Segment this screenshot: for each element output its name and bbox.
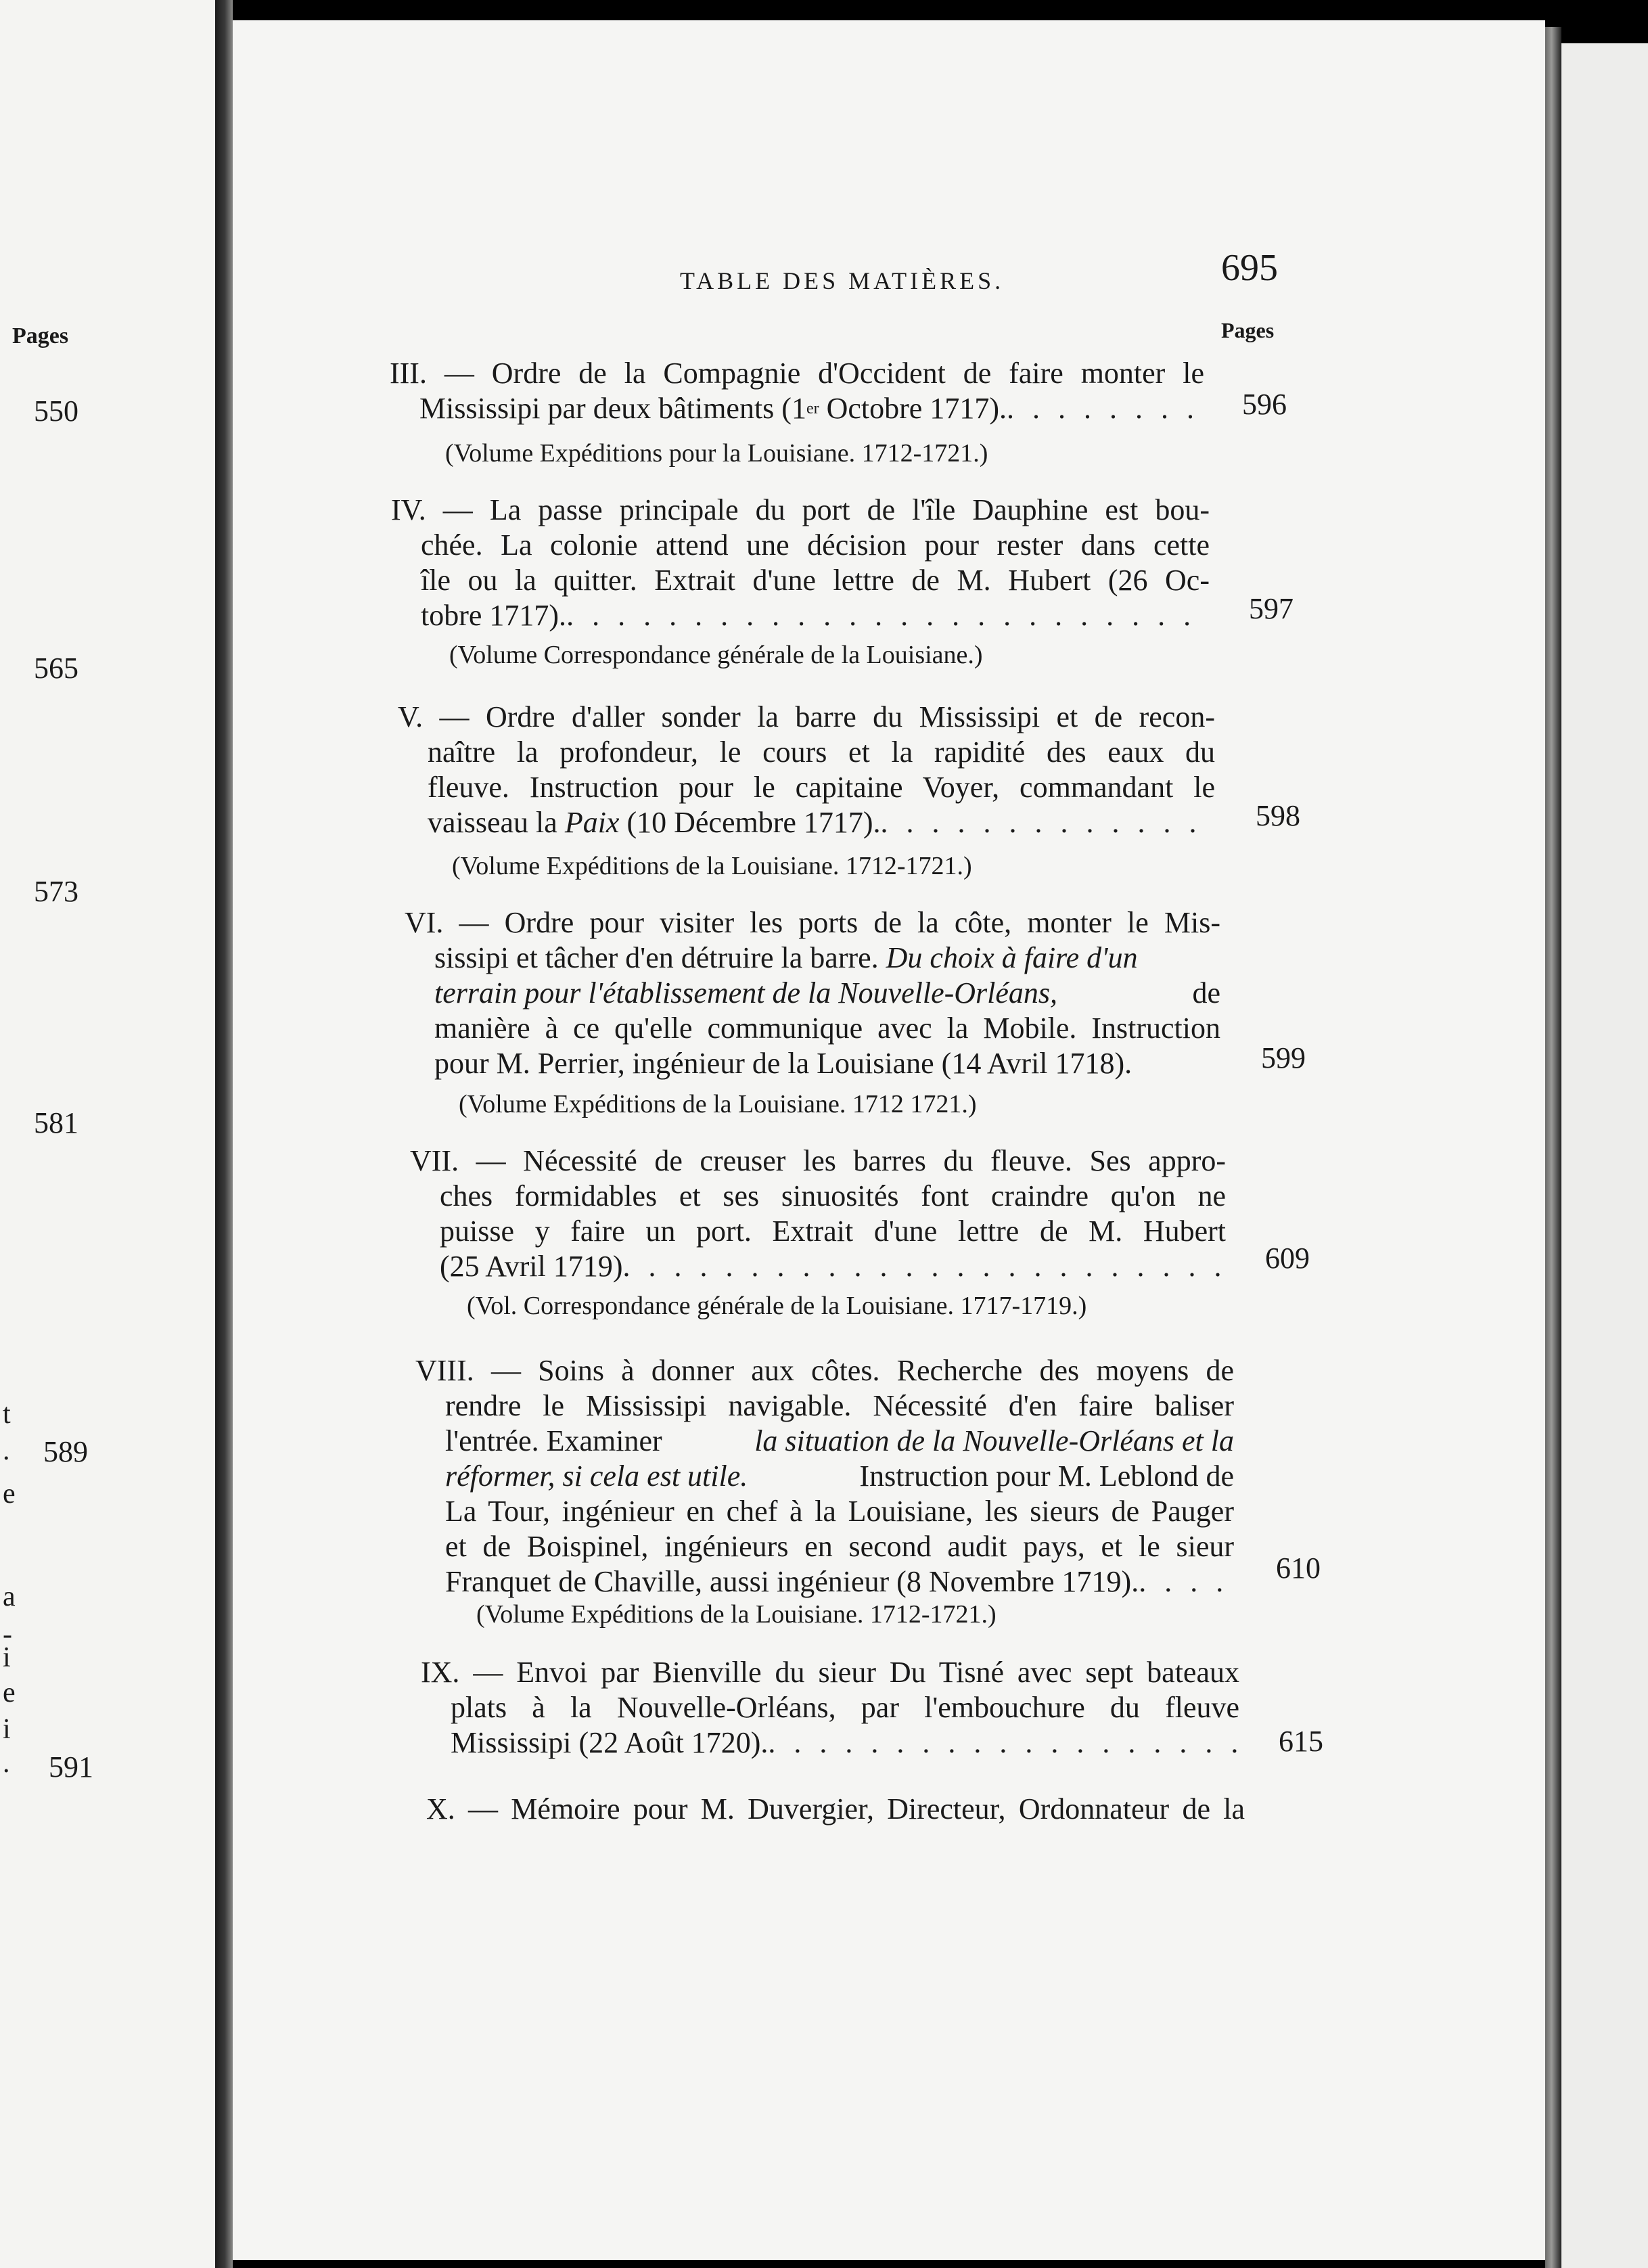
entry-line: pour M. Perrier, ingénieur de la Louisiane (14 Avril 1718). [434, 1047, 1132, 1080]
entry-line: de [1185, 976, 1220, 1010]
facing-page-number: 591 [49, 1750, 93, 1784]
entry-line: VI. — Ordre pour visiter les ports de la côte, monter le Mis- [405, 906, 1220, 939]
pages-column-label: Pages [1221, 318, 1275, 342]
entry-line: puisse y faire un port. Extrait d'une lettre de M. Hubert [440, 1215, 1226, 1248]
toc-entry-ix [421, 1655, 1239, 1761]
entry-source: (Vol. Correspondance générale de la Louisiane. 1717-1719.) [467, 1292, 1087, 1320]
toc-entry-iii [390, 356, 1204, 426]
entry-line: Franquet de Chaville, aussi ingénieur (8 Novembre 1719). [445, 1565, 1139, 1598]
emphasis: la situation de la Nouvelle-Orléans et la [754, 1424, 1234, 1457]
entry-line: Mississipi par deux bâtiments (1 [419, 392, 806, 425]
facing-page-number: 573 [34, 875, 78, 908]
toc-entry-v [398, 700, 1215, 840]
facing-text-fragment: . [3, 1435, 10, 1466]
entry-line: (10 Décembre 1717). [619, 806, 881, 839]
dot-leader [623, 1249, 1227, 1284]
entry-line: sissipi et tâcher d'en détruire la barre. [434, 941, 886, 974]
facing-pages-label: Pages [12, 323, 69, 348]
emphasis: réformer, si cela est utile. [445, 1459, 748, 1493]
entry-line: ches formidables et ses sinuosités font craindre qu'on ne [440, 1179, 1226, 1212]
facing-text-fragment: e [3, 1677, 16, 1708]
entry-source: (Volume Expéditions pour la Louisiane. 1712-1721.) [445, 439, 988, 468]
ship-name: Paix [564, 806, 620, 839]
facing-text-fragment: t [3, 1399, 11, 1430]
superscript: er [806, 400, 819, 417]
page-edge-gap [1549, 0, 1648, 43]
entry-line: et de Boispinel, ingénieurs en second audit pays, et le sieur [445, 1530, 1234, 1563]
entry-line: La Tour, ingénieur en chef à la Louisiane, les sieurs de Pauger [445, 1495, 1234, 1528]
book-spine [215, 0, 233, 2268]
running-head: TABLE DES MATIÈRES. [680, 267, 1005, 294]
entry-line: Octobre 1717). [819, 392, 1007, 425]
facing-text-fragment: - [3, 1619, 12, 1650]
dot-leader [1139, 1564, 1234, 1600]
entry-line: île ou la quitter. Extrait d'une lettre de M. Hubert (26 Oc- [421, 564, 1210, 597]
entry-source: (Volume Expéditions de la Louisiane. 1712-1721.) [476, 1600, 997, 1629]
entry-line: fleuve. Instruction pour le capitaine Voyer, commandant le [428, 771, 1215, 804]
entry-line: III. — Ordre de la Compagnie d'Occident de faire monter le [390, 357, 1204, 390]
dot-leader [881, 805, 1215, 840]
entry-page-number: 615 [1279, 1725, 1323, 1758]
page-number: 695 [1221, 247, 1278, 289]
entry-page-number: 610 [1276, 1551, 1321, 1585]
entry-line: (25 Avril 1719) [440, 1250, 623, 1283]
entry-line: IV. — La passe principale du port de l'île Dauphine est bou- [391, 493, 1210, 526]
entry-line: chée. La colonie attend une décision pour rester dans cette [421, 528, 1210, 562]
facing-page-number: 589 [43, 1435, 88, 1468]
entry-line: vaisseau la [428, 806, 565, 839]
entry-line: tobre 1717). [421, 599, 567, 632]
facing-page [0, 0, 215, 2268]
entry-line: rendre le Mississipi navigable. Nécessité d'en faire baliser [445, 1389, 1234, 1422]
facing-page-number: 550 [34, 394, 78, 428]
toc-entry-vii [410, 1143, 1226, 1284]
entry-line: naître la profondeur, le cours et la rapidité des eaux du [428, 735, 1215, 769]
emphasis: Du choix à faire d'un [886, 941, 1138, 974]
facing-page-number: 565 [34, 652, 78, 685]
emphasis: terrain pour l'établissement de la Nouvelle-Orléans, [434, 976, 1058, 1010]
facing-text-fragment: a [3, 1581, 16, 1612]
dot-leader [566, 598, 1210, 633]
entry-source: (Volume Expéditions de la Louisiane. 1712 1721.) [459, 1090, 977, 1118]
entry-line: X. — Mémoire pour M. Duvergier, Directeur, Ordonnateur de la [426, 1792, 1245, 1825]
entry-page-number: 609 [1265, 1242, 1310, 1275]
next-page-strip [1561, 43, 1648, 2268]
entry-line: IX. — Envoi par Bienville du sieur Du Tisné avec sept bateaux [421, 1656, 1239, 1689]
facing-text-fragment: e [3, 1478, 16, 1510]
entry-source: (Volume Expéditions de la Louisiane. 1712-1721.) [452, 852, 972, 880]
entry-page-number: 596 [1242, 388, 1287, 421]
toc-entry-viii [415, 1353, 1234, 1600]
facing-text-fragment: . [3, 1748, 10, 1779]
toc-entry-x [426, 1792, 1245, 1827]
entry-page-number: 598 [1256, 799, 1300, 832]
entry-line: V. — Ordre d'aller sonder la barre du Mississipi et de recon- [398, 700, 1215, 733]
entry-line: VIII. — Soins à donner aux côtes. Recherche des moyens de [415, 1354, 1234, 1387]
facing-text-fragment: i [3, 1642, 11, 1673]
entry-page-number: 599 [1261, 1041, 1306, 1074]
entry-source: (Volume Correspondance générale de la Louisiane.) [449, 641, 983, 669]
entry-line: l'entrée. Examiner [445, 1424, 670, 1457]
toc-entry-vi [405, 905, 1220, 1081]
entry-line: VII. — Nécessité de creuser les barres du fleuve. Ses appro- [410, 1144, 1226, 1177]
entry-line: manière à ce qu'elle communique avec la Mobile. Instruction [434, 1012, 1220, 1045]
dot-leader [1007, 391, 1204, 426]
entry-line: Mississipi (22 Août 1720). [451, 1726, 769, 1759]
dot-leader [768, 1725, 1239, 1761]
facing-page-number: 581 [34, 1106, 78, 1139]
page-edge-shadow [1545, 27, 1561, 2268]
entry-line: plats à la Nouvelle-Orléans, par l'embouchure du fleuve [451, 1691, 1239, 1724]
facing-text-fragment: i [3, 1714, 11, 1745]
entry-line: Instruction pour M. Leblond de [852, 1459, 1234, 1493]
entry-page-number: 597 [1249, 592, 1294, 625]
toc-entry-iv [391, 493, 1210, 633]
